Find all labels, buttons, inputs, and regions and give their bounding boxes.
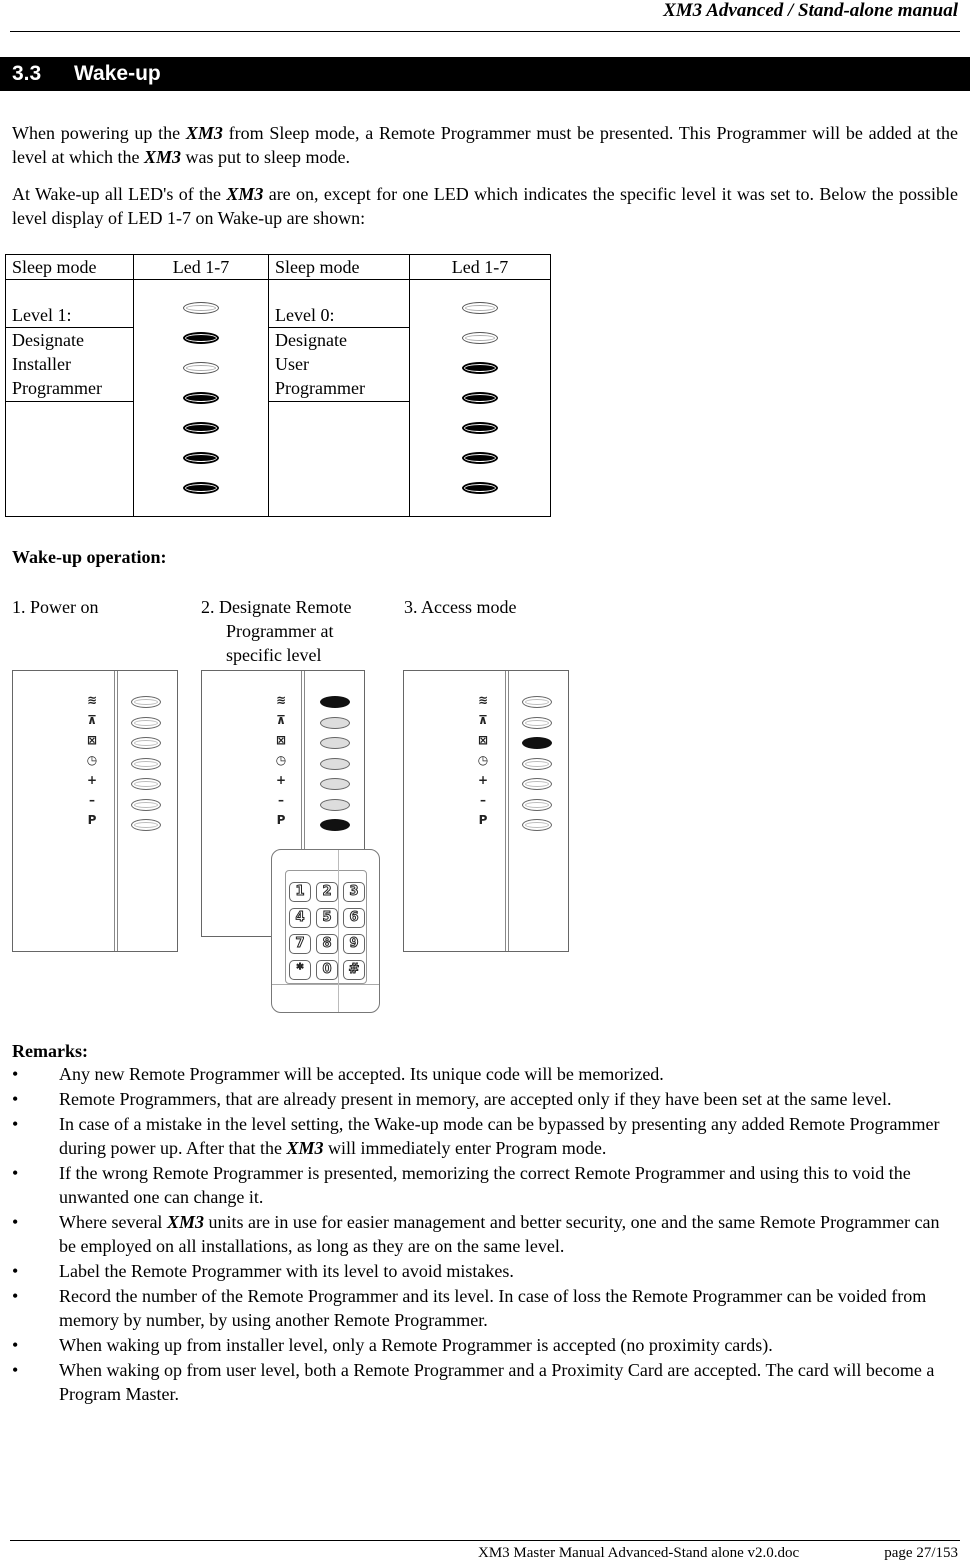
p-icon: P	[478, 813, 488, 827]
remark-item: • When waking up from installer level, only a Remote Programmer is accepted (no proximity cards).	[12, 1333, 958, 1357]
led-4-on	[462, 392, 498, 404]
device-led-7	[320, 819, 350, 831]
clock-icon: ◷	[477, 753, 489, 767]
level-table	[5, 254, 551, 517]
keypad-key: 2	[316, 882, 338, 902]
led-2-on	[183, 332, 219, 344]
device-led-3	[522, 737, 552, 749]
plus-icon: +	[86, 773, 98, 787]
door-icon: ⊠	[477, 733, 489, 747]
remark-item: • Remote Programmers, that are already present in memory, are accepted only if they have been set at the same level.	[12, 1087, 958, 1111]
level-1-description: Designate Installer Programmer	[6, 328, 134, 402]
remark-item: • If the wrong Remote Programmer is presented, memorizing the correct Remote Programmer and using this to void the unwanted one can change it.	[12, 1161, 958, 1209]
led-column-level-1	[134, 280, 269, 517]
led-7-on	[183, 482, 219, 494]
minus-icon: –	[89, 793, 95, 807]
device-led-3	[320, 737, 350, 749]
wifi-icon: ≋	[275, 693, 287, 707]
device-led-2	[522, 717, 552, 729]
intro-paragraph-2: At Wake-up all LED's of the XM3 are on, except for one LED which indicates the specific level it was set to. Below the possible level display of LED 1-7 on Wake-up are shown:	[12, 184, 958, 228]
remarks-heading: Remarks:	[12, 1041, 88, 1061]
footer-page: page 27/153	[884, 1545, 958, 1561]
led-1-off	[183, 302, 219, 314]
device-led-3	[131, 737, 161, 749]
led-1-off	[462, 302, 498, 314]
device-led-4	[131, 758, 161, 770]
program-icon: ⊼	[276, 713, 286, 727]
section-number: 3.3	[12, 62, 42, 85]
program-icon: ⊼	[478, 713, 488, 727]
led-6-on	[462, 452, 498, 464]
remark-item: • In case of a mistake in the level setting, the Wake-up mode can be bypassed by presenting any added Remote Programmer during power up. After that the XM3 will immediately enter Program mode.	[12, 1112, 958, 1160]
clock-icon: ◷	[275, 753, 287, 767]
col-header-sleep-mode: Sleep mode	[6, 255, 134, 280]
device-led-6	[320, 799, 350, 811]
keypad-key: 7	[289, 934, 311, 954]
step-1-label: 1. Power on	[12, 597, 99, 617]
device-led-6	[522, 799, 552, 811]
device-led-1	[131, 696, 161, 708]
remark-item: • Label the Remote Programmer with its level to avoid mistakes.	[12, 1259, 958, 1283]
level-1-label: Level 1:	[6, 280, 134, 328]
header-rule	[10, 31, 960, 32]
led-4-on	[183, 392, 219, 404]
remark-item: • Any new Remote Programmer will be accepted. Its unique code will be memorized.	[12, 1062, 958, 1086]
device-led-2	[320, 717, 350, 729]
led-5-on	[183, 422, 219, 434]
wakeup-heading: Wake-up operation:	[12, 547, 167, 567]
keypad-key: 4	[289, 908, 311, 928]
level-0-description: Designate User Programmer	[269, 328, 410, 402]
keypad-key: 1	[289, 882, 311, 902]
led-5-on	[462, 422, 498, 434]
keypad-key: 8	[316, 934, 338, 954]
keypad-key: 5	[316, 908, 338, 928]
intro-paragraph-1: When powering up the XM3 from Sleep mode, a Remote Programmer must be presented. This Programmer will be added at the level at which the XM3 was put to sleep mode.	[12, 123, 959, 167]
section-heading-bar	[0, 57, 970, 91]
door-icon: ⊠	[275, 733, 287, 747]
led-3-on	[462, 362, 498, 374]
remark-item: • Where several XM3 units are in use for easier management and better security, one and the same Remote Programmer can be employed on all installations, as long as they are on the same level.	[12, 1210, 958, 1258]
device-led-6	[131, 799, 161, 811]
header-title: XM3 Advanced / Stand-alone manual	[663, 0, 958, 21]
remarks-list	[12, 1062, 958, 1407]
footer-rule	[10, 1540, 960, 1541]
device-led-2	[131, 717, 161, 729]
keypad-key: #	[343, 960, 365, 980]
p-icon: P	[276, 813, 286, 827]
device-led-4	[320, 758, 350, 770]
led-6-on	[183, 452, 219, 464]
program-icon: ⊼	[87, 713, 97, 727]
keypad-key: *	[289, 960, 311, 980]
device-led-1	[320, 696, 350, 708]
minus-icon: –	[480, 793, 486, 807]
clock-icon: ◷	[86, 753, 98, 767]
plus-icon: +	[477, 773, 489, 787]
level-0-label: Level 0:	[269, 280, 410, 328]
keypad-key: 0	[316, 960, 338, 980]
led-2-off	[462, 332, 498, 344]
empty-cell	[269, 402, 410, 517]
led-3-off	[183, 362, 219, 374]
wifi-icon: ≋	[86, 693, 98, 707]
minus-icon: –	[278, 793, 284, 807]
remote-programmer-keypad	[271, 849, 380, 1013]
footer-doc: XM3 Master Manual Advanced-Stand alone v2.0.doc	[478, 1545, 800, 1561]
step-2-label: 2. Designate Remote Programmer at specific level	[201, 597, 352, 665]
device-led-7	[131, 819, 161, 831]
device-led-5	[522, 778, 552, 790]
device-led-7	[522, 819, 552, 831]
device-led-5	[320, 778, 350, 790]
keypad-key: 6	[343, 908, 365, 928]
keypad-key: 9	[343, 934, 365, 954]
device-access-mode	[403, 670, 569, 952]
device-led-1	[522, 696, 552, 708]
device-power-on	[12, 670, 178, 952]
empty-cell	[6, 402, 134, 517]
col-header-sleep-mode-2: Sleep mode	[269, 255, 410, 280]
remark-item: • Record the number of the Remote Programmer and its level. In case of loss the Remote Programmer can be voided from memory by number, by using another Remote Programmer.	[12, 1284, 958, 1332]
plus-icon: +	[275, 773, 287, 787]
door-icon: ⊠	[86, 733, 98, 747]
remark-item: • When waking op from user level, both a Remote Programmer and a Proximity Card are accepted. The card will become a Program Master.	[12, 1358, 958, 1406]
col-header-led: Led 1-7	[134, 255, 269, 280]
device-led-4	[522, 758, 552, 770]
led-column-level-0	[410, 280, 551, 517]
section-title: Wake-up	[74, 62, 161, 85]
col-header-led-2: Led 1-7	[410, 255, 551, 280]
wifi-icon: ≋	[477, 693, 489, 707]
keypad-key: 3	[343, 882, 365, 902]
p-icon: P	[87, 813, 97, 827]
step-3-label: 3. Access mode	[404, 597, 517, 617]
led-7-on	[462, 482, 498, 494]
device-led-5	[131, 778, 161, 790]
